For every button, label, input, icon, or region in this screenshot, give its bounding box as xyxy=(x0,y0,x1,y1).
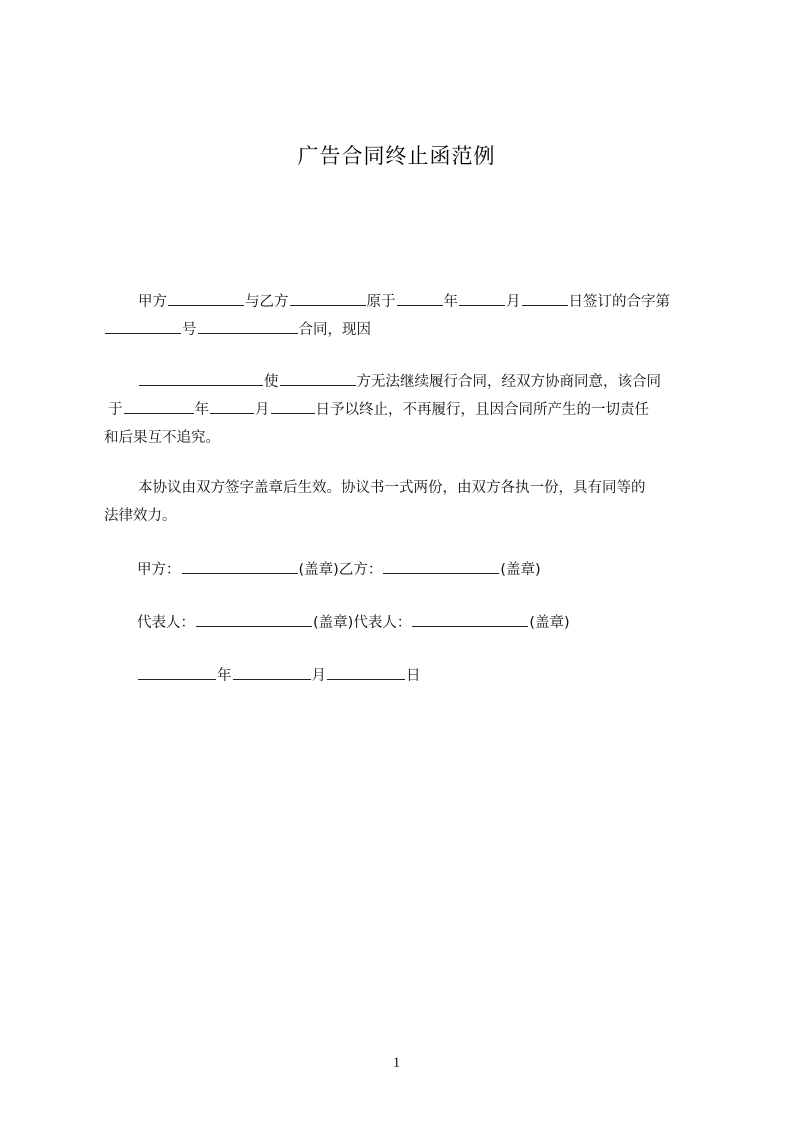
seal-note: (盖章) xyxy=(500,562,541,578)
paragraph-line: 和后果互不追究。 xyxy=(104,430,220,446)
fill-blank[interactable] xyxy=(139,369,263,386)
year-blank[interactable] xyxy=(138,663,216,680)
paragraph-line xyxy=(104,288,704,316)
fill-blank[interactable] xyxy=(271,397,315,414)
party-b-signature-blank[interactable] xyxy=(383,557,499,574)
text-fragment: 使 xyxy=(264,374,279,390)
text-fragment: 月 xyxy=(255,402,270,418)
paragraph-line: 法律效力。 xyxy=(104,508,177,524)
text-fragment: 合同，现因 xyxy=(298,322,371,338)
page-number: 1 xyxy=(392,1055,401,1071)
seal-note: (盖章) xyxy=(529,615,570,631)
day-blank[interactable] xyxy=(327,663,405,680)
month-label: 月 xyxy=(311,668,326,684)
text-fragment: 于 xyxy=(108,402,123,418)
text-fragment: 日予以终止，不再履行，且因合同所产生的一切责任 xyxy=(315,402,649,418)
day-label: 日 xyxy=(406,668,421,684)
party-a-signature-blank[interactable] xyxy=(182,557,298,574)
seal-note: (盖章) xyxy=(313,615,354,631)
fill-blank[interactable] xyxy=(397,289,443,306)
fill-blank[interactable] xyxy=(522,289,568,306)
signature-line-parties xyxy=(137,557,541,579)
rep-b-signature-blank[interactable] xyxy=(412,610,528,627)
text-fragment: 甲方 xyxy=(138,294,167,310)
fill-blank[interactable] xyxy=(105,317,181,334)
signature-line-representatives xyxy=(137,610,570,632)
party-b-label: 乙方： xyxy=(338,562,383,578)
paragraph-parties xyxy=(104,288,704,344)
fill-blank[interactable] xyxy=(210,397,254,414)
paragraph-line xyxy=(104,368,704,396)
text-fragment: 年 xyxy=(443,294,458,310)
month-blank[interactable] xyxy=(233,663,311,680)
year-label: 年 xyxy=(217,668,232,684)
text-fragment: 月 xyxy=(506,294,521,310)
seal-note: (盖章) xyxy=(298,562,339,578)
party-a-label: 甲方： xyxy=(137,562,181,578)
document-title: 广告合同终止函范例 xyxy=(297,144,496,168)
text-fragment: 号 xyxy=(182,322,197,338)
fill-blank[interactable] xyxy=(290,289,366,306)
fill-blank[interactable] xyxy=(124,397,194,414)
rep-a-signature-blank[interactable] xyxy=(196,610,312,627)
text-fragment: 日签订的合字第 xyxy=(568,294,670,310)
text-fragment: 原于 xyxy=(366,294,396,310)
rep-b-label: 代表人： xyxy=(353,615,412,631)
text-fragment: 年 xyxy=(194,402,209,418)
text-fragment: 方无法继续履行合同，经双方协商同意，该合同 xyxy=(356,374,661,390)
paragraph-line: 本协议由双方签字盖章后生效。协议书一式两份，由双方各执一份，具有同等的 xyxy=(138,480,646,496)
paragraph-termination xyxy=(104,368,704,452)
text-fragment: 与乙方 xyxy=(245,294,289,310)
signature-date-line xyxy=(137,663,421,685)
fill-blank[interactable] xyxy=(280,369,356,386)
fill-blank[interactable] xyxy=(459,289,505,306)
paragraph-line xyxy=(104,316,704,344)
paragraph-line xyxy=(104,396,704,424)
paragraph-effectiveness xyxy=(104,474,704,530)
fill-blank[interactable] xyxy=(168,289,244,306)
fill-blank[interactable] xyxy=(198,317,298,334)
rep-a-label: 代表人： xyxy=(137,615,195,631)
